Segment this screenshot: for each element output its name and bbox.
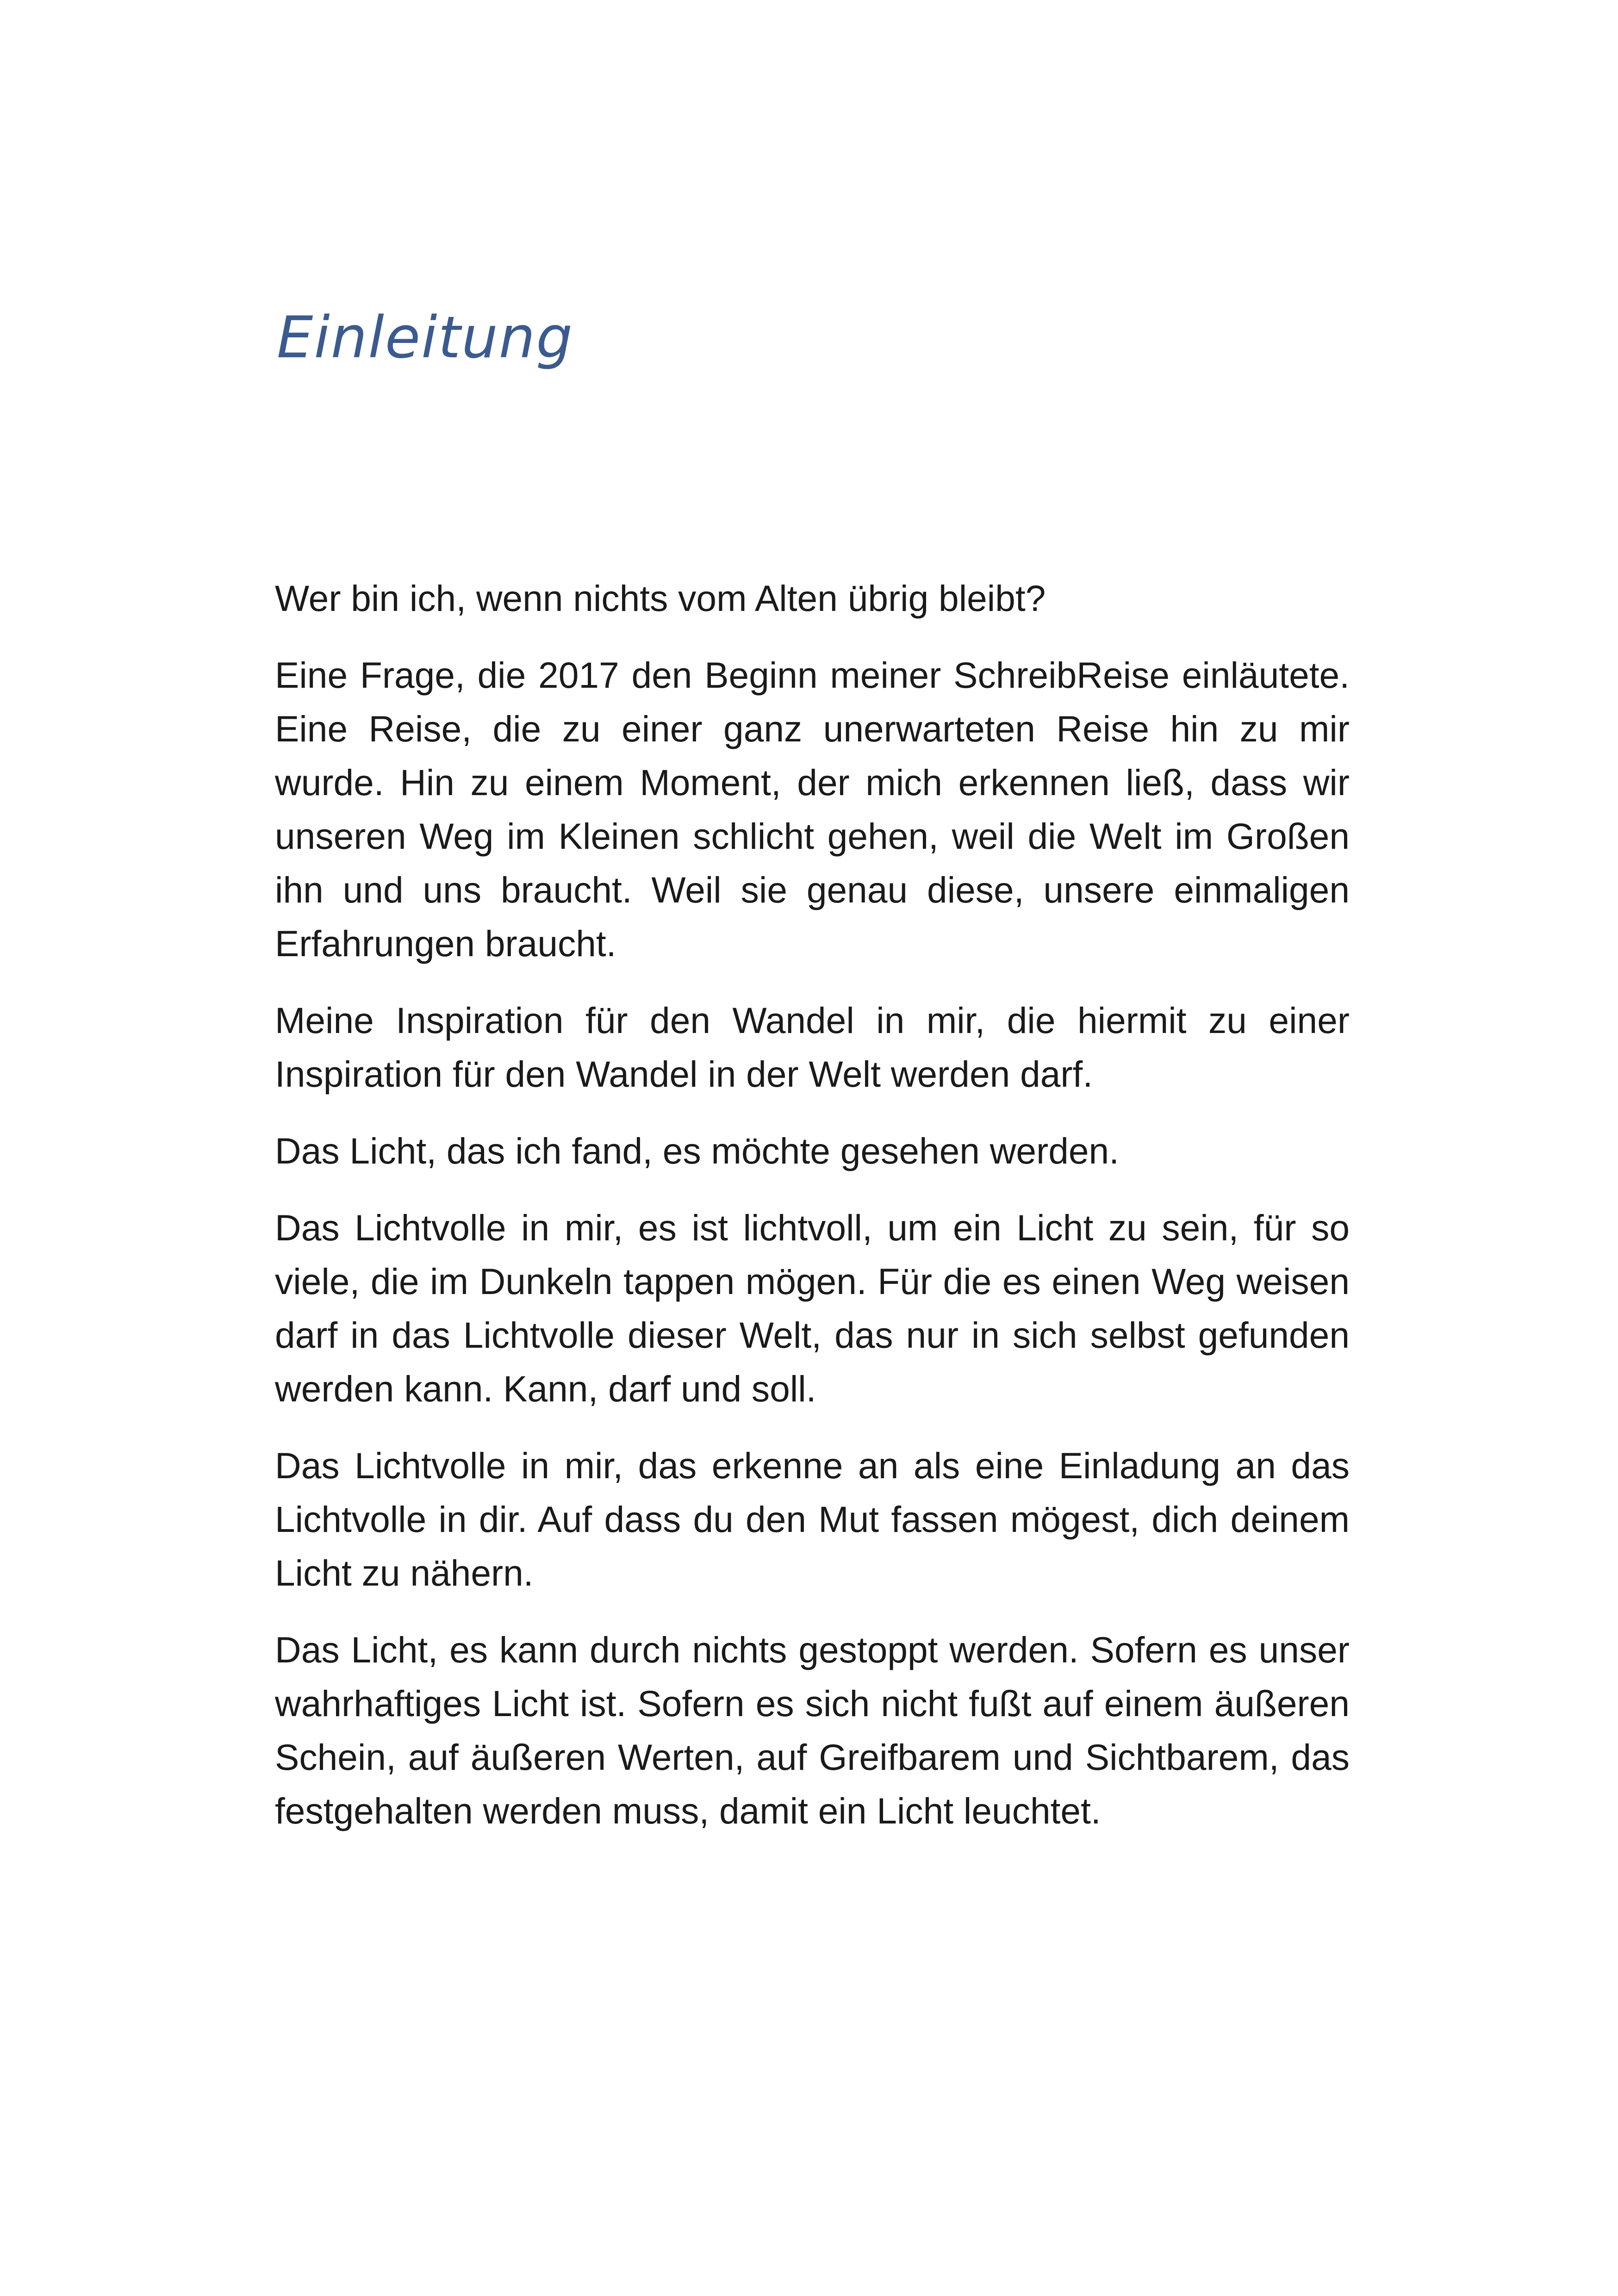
chapter-title: Einleitung bbox=[277, 305, 574, 371]
paragraph-invitation: Das Lichtvolle in mir, das erkenne an als eine Einladung an das Lichtvolle in dir. Auf dass du den Mut fassen mögest, dich deinem Licht zu nähern. bbox=[275, 1445, 1350, 1593]
chapter-body bbox=[275, 572, 1350, 1861]
paragraph-light-found: Das Licht, das ich fand, es möchte gesehen werden. bbox=[275, 1131, 1120, 1171]
paragraph-inspiration: Meine Inspiration für den Wandel in mir, die hiermit zu einer Inspiration für den Wandel in der Welt werden darf. bbox=[275, 1000, 1350, 1095]
paragraph-journey: Eine Frage, die 2017 den Beginn meiner SchreibReise einläutete. Eine Reise, die zu einer ganz unerwarteten Reise hin zu mir wurde. Hin zu einem Moment, der mich erkennen ließ, dass wir unseren Weg im Kleinen schlicht gehen, weil die Welt im Großen ihn und uns braucht. Weil sie genau diese, unsere einmaligen Erfahrungen braucht. bbox=[275, 655, 1350, 964]
paragraph-unstoppable-light: Das Licht, es kann durch nichts gestoppt werden. Sofern es unser wahrhaftiges Licht ist. Sofern es sich nicht fußt auf einem äußeren Schein, auf äußeren Werten, auf Greifbarem und Sichtbarem, das festgehalten werden muss, damit ein Licht leuchtet. bbox=[275, 1630, 1350, 1831]
paragraph-question: Wer bin ich, wenn nichts vom Alten übrig bleibt? bbox=[275, 578, 1046, 619]
paragraph-lightful-within: Das Lichtvolle in mir, es ist lichtvoll, um ein Licht zu sein, für so viele, die im Dunkeln tappen mögen. Für die es einen Weg weisen darf in das Lichtvolle dieser Welt, das nur in sich selbst gefunden werden kann. Kann, darf und soll. bbox=[275, 1207, 1350, 1409]
